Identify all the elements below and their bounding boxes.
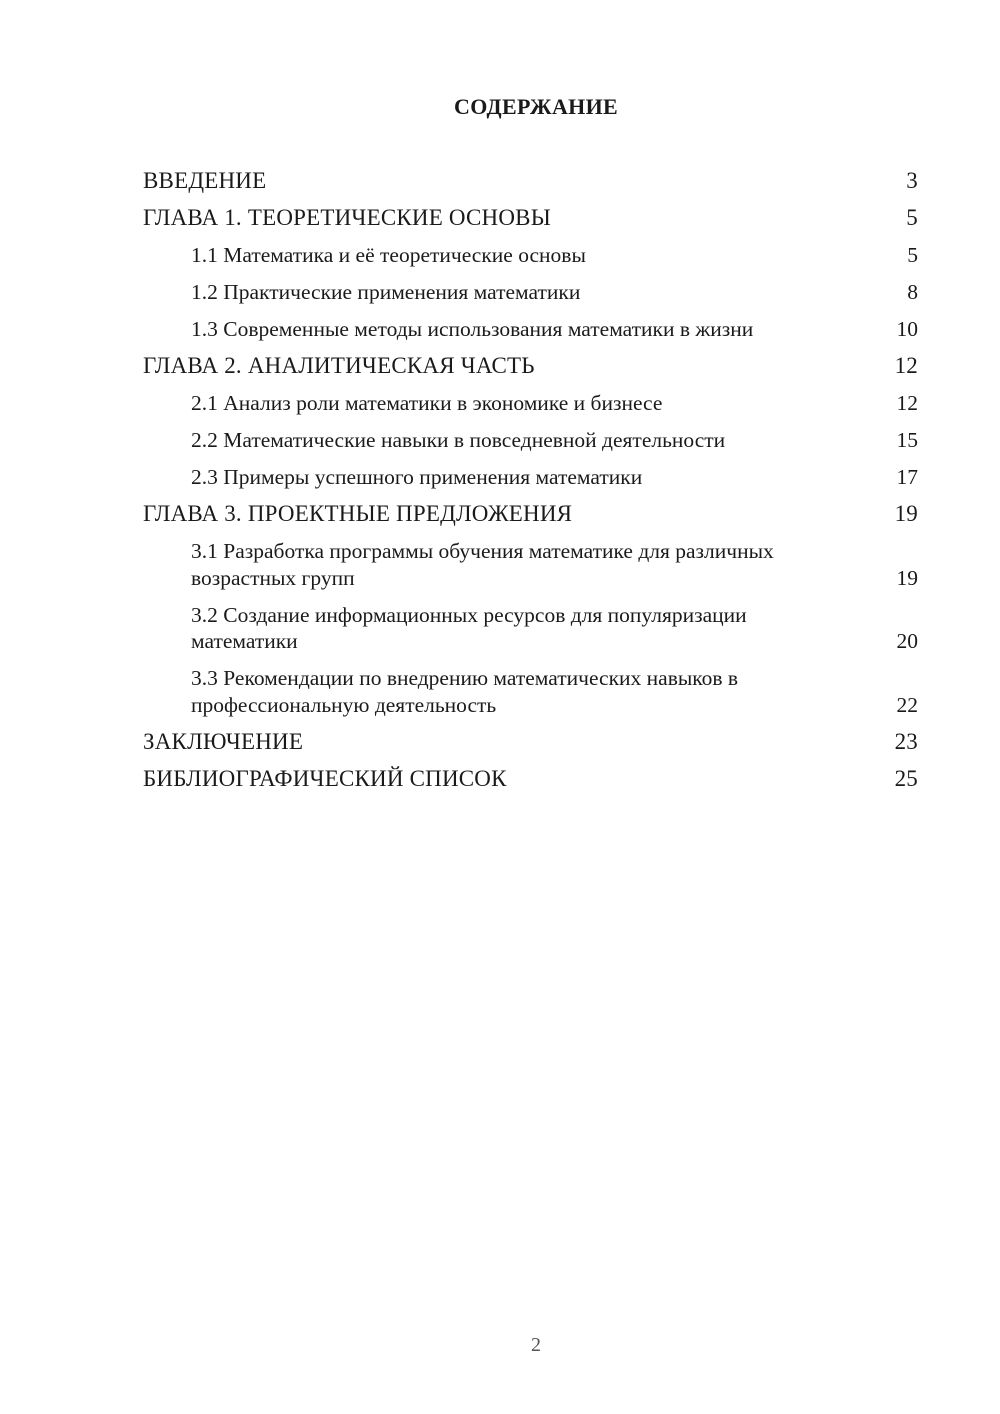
toc-entry-chapter-2[interactable] (143, 353, 918, 380)
toc-entry-section-2-2[interactable] (143, 427, 918, 454)
toc-entry-page: 12 (896, 391, 918, 415)
toc-entry-section-3-1[interactable] (143, 538, 918, 591)
toc-entry-page: 20 (896, 629, 918, 653)
toc-entry-text: ГЛАВА 1. ТЕОРЕТИЧЕСКИЕ ОСНОВЫ (143, 205, 551, 230)
toc-entry-bibliography[interactable] (143, 766, 918, 793)
toc-entry-text: ГЛАВА 3. ПРОЕКТНЫЕ ПРЕДЛОЖЕНИЯ (143, 501, 573, 526)
toc-entry-section-1-2[interactable] (143, 279, 918, 306)
toc-entry-text: 1.3 Современные методы использования математики в жизни (191, 317, 754, 341)
toc-entry-text: ЗАКЛЮЧЕНИЕ (143, 728, 304, 754)
toc-entry-page: 10 (896, 317, 918, 341)
toc-entry-chapter-1[interactable] (143, 205, 918, 232)
toc-entry-page: 22 (896, 692, 918, 717)
toc-entry-text: 1.1 Математика и её теоретические основы (191, 243, 586, 267)
toc-entry-introduction[interactable] (143, 168, 918, 195)
toc-entry-page: 8 (907, 280, 918, 304)
toc-entry-page: 12 (894, 353, 918, 378)
toc-entry-page: 5 (907, 243, 918, 267)
toc-entry-text: 3.2 Создание информационных ресурсов для популяризации математики (191, 602, 747, 653)
toc-entry-page: 19 (896, 565, 918, 590)
toc-entry-page: 19 (894, 501, 918, 526)
toc-entry-chapter-3[interactable] (143, 501, 918, 528)
toc-entry-text: БИБЛИОГРАФИЧЕСКИЙ СПИСОК (143, 765, 507, 791)
toc-entry-text: 1.2 Практические применения математики (191, 280, 581, 304)
table-of-contents (143, 168, 918, 803)
toc-entry-page: 23 (894, 728, 918, 754)
toc-title: СОДЕРЖАНИЕ (454, 94, 618, 119)
toc-entry-page: 5 (906, 205, 918, 230)
page-number: 2 (531, 1334, 541, 1356)
toc-entry-section-2-1[interactable] (143, 390, 918, 417)
toc-entry-section-3-2[interactable] (143, 602, 918, 655)
toc-entry-text: 2.2 Математические навыки в повседневной деятельности (191, 428, 726, 452)
toc-entry-page: 17 (896, 465, 918, 489)
toc-entry-text: 2.1 Анализ роли математики в экономике и бизнесе (191, 391, 663, 415)
toc-entry-section-1-1[interactable] (143, 242, 918, 269)
toc-entry-section-2-3[interactable] (143, 464, 918, 491)
toc-entry-page: 25 (894, 765, 918, 791)
toc-entry-page: 15 (896, 428, 918, 452)
toc-entry-text: ГЛАВА 2. АНАЛИТИЧЕСКАЯ ЧАСТЬ (143, 353, 535, 378)
toc-entry-page: 3 (906, 168, 918, 193)
toc-entry-text: 3.1 Разработка программы обучения математике для различных возрастных групп (191, 539, 774, 590)
toc-entry-section-3-3[interactable] (143, 665, 918, 718)
toc-entry-text: ВВЕДЕНИЕ (143, 168, 267, 193)
toc-entry-section-1-3[interactable] (143, 316, 918, 343)
toc-entry-text: 2.3 Примеры успешного применения математики (191, 465, 643, 489)
toc-entry-text: 3.3 Рекомендации по внедрению математических навыков в профессиональную деятельность (191, 666, 739, 717)
toc-entry-conclusion[interactable] (143, 729, 918, 756)
